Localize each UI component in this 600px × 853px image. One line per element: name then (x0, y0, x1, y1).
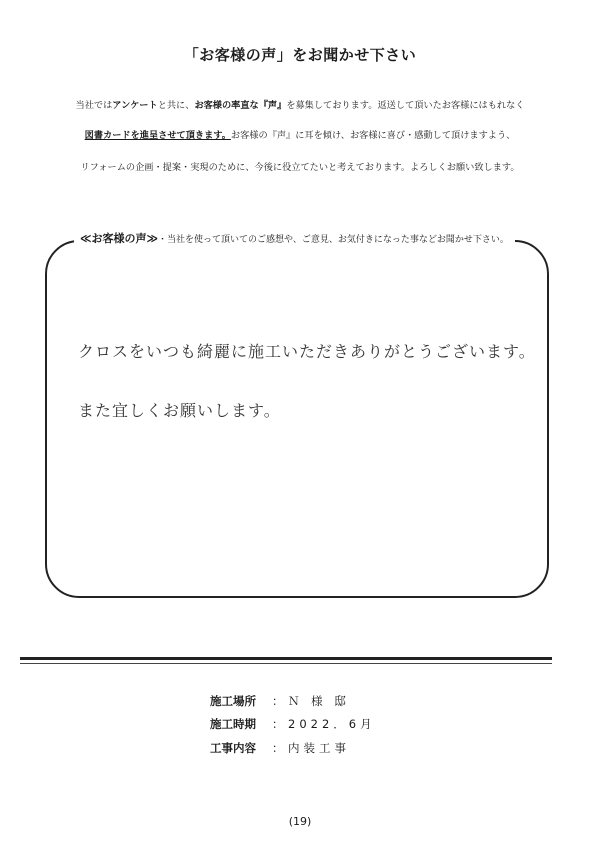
page-number: (19) (288, 815, 312, 828)
voice-description: ・当社を使って頂いてのご感想や、ご意見、お気付きになった事などお聞かせ下さい。 (158, 235, 509, 245)
page-title: 「お客様の声」をお聞かせ下さい (183, 46, 417, 64)
work-label: 工事内容 (210, 741, 256, 755)
intro-line1-segment-0: 当社では (75, 100, 113, 111)
intro-line2-segment-1: お客様の『声』に耳を傾け、お客様に喜び・感動して頂けますよう、 (230, 130, 516, 141)
construction-work (210, 740, 350, 756)
date-value: 2022．6月 (288, 717, 376, 731)
intro-line1-segment-1: アンケート (112, 100, 158, 111)
colon: ： (272, 694, 284, 708)
divider-thin (20, 663, 552, 664)
construction-place (210, 693, 350, 709)
colon: ： (272, 717, 284, 731)
divider-thick (20, 657, 552, 660)
construction-date (210, 716, 376, 732)
work-value: 内装工事 (288, 741, 350, 755)
voice-message-2: また宜しくお願いします。 (78, 401, 281, 420)
voice-message-1: クロスをいつも綺麗に施工いただきありがとうございます。 (78, 342, 536, 361)
colon: ： (272, 741, 284, 755)
intro-line-1 (30, 99, 570, 112)
place-value: Ｎ 様 邸 (288, 694, 350, 708)
customer-voice-header (74, 229, 515, 250)
place-label: 施工場所 (210, 694, 256, 708)
voice-label: ≪お客様の声≫ (80, 232, 159, 245)
intro-line3-segment-0: リフォームの企画・提案・実現のために、今後に役立てたいと考えております。よろしくお願い致します。 (80, 162, 520, 173)
intro-line-2 (30, 129, 570, 142)
date-label: 施工時期 (210, 717, 256, 731)
intro-line1-segment-4: を募集しております。返送して頂いたお客様にはもれなく (286, 100, 525, 111)
intro-line2-segment-0: 図書カードを進呈させて頂きます。 (84, 130, 231, 141)
intro-line1-segment-3: お客様の率直な『声』 (194, 100, 287, 111)
intro-line-3 (30, 161, 570, 174)
intro-line1-segment-2: と共に、 (157, 100, 195, 111)
